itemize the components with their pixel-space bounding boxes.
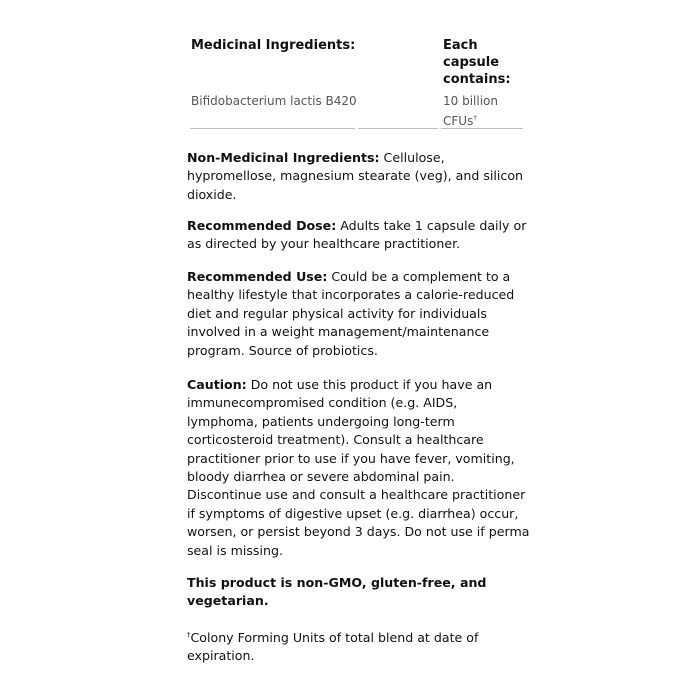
caution-paragraph — [187, 376, 532, 560]
recommended-dose-paragraph — [187, 217, 532, 254]
footnote-text: Colony Forming Units of total blend at date of expiration. — [187, 630, 479, 664]
footnote-mark: † — [187, 631, 191, 639]
recommended-dose-label: Recommended Dose: — [187, 218, 337, 233]
non-medicinal-ingredients-label: Non-Medicinal Ingredients: — [187, 150, 380, 165]
ingredient-amount-value: 10 billion CFUs — [443, 94, 498, 128]
recommended-use-text: Could be a complement to a healthy lifestyle that incorporates a calorie-reduced diet and regular physical activity for individuals involved in a weight management/maintenance program. Source of probiotics. — [187, 269, 515, 358]
table-divider — [358, 128, 438, 129]
recommended-use-label: Recommended Use: — [187, 269, 328, 284]
table-divider — [190, 128, 355, 129]
caution-label: Caution: — [187, 377, 247, 392]
recommended-use-paragraph — [187, 268, 532, 360]
recommended-dose-text: Adults take 1 capsule daily or as directed by your healthcare practitioner. — [187, 218, 527, 252]
ingredient-amount-footnote-mark: † — [473, 114, 477, 122]
table-divider — [441, 128, 523, 129]
non-medicinal-ingredients-text: Cellulose, hypromellose, magnesium stearate (veg), and silicon dioxide. — [187, 150, 524, 202]
footnote — [187, 626, 532, 666]
medicinal-ingredients-header: Medicinal Ingredients: — [191, 38, 356, 53]
caution-text: Do not use this product if you have an immunecompromised condition (e.g. AIDS, lymphoma, patients undergoing long-term corticosteroid treatment). Consult a healthcare practitioner prior to use if you have fever, vomiting, bloody diarrhea or severe abdominal pain. Discontinue use and consult a healthcare practitioner if symptoms of digestive upset (e.g. diarrhea) occur, worsen, or persist beyond 3 days. Do not use if perma seal is missing. — [187, 377, 530, 558]
non-medicinal-ingredients-paragraph — [187, 149, 532, 204]
ingredient-name: Bifidobacterium lactis B420 — [191, 94, 357, 108]
ingredient-amount — [443, 93, 533, 130]
per-capsule-header: Each capsule contains: — [443, 38, 511, 87]
non-gmo-statement: This product is non-GMO, gluten-free, and vegetarian. — [187, 575, 487, 609]
